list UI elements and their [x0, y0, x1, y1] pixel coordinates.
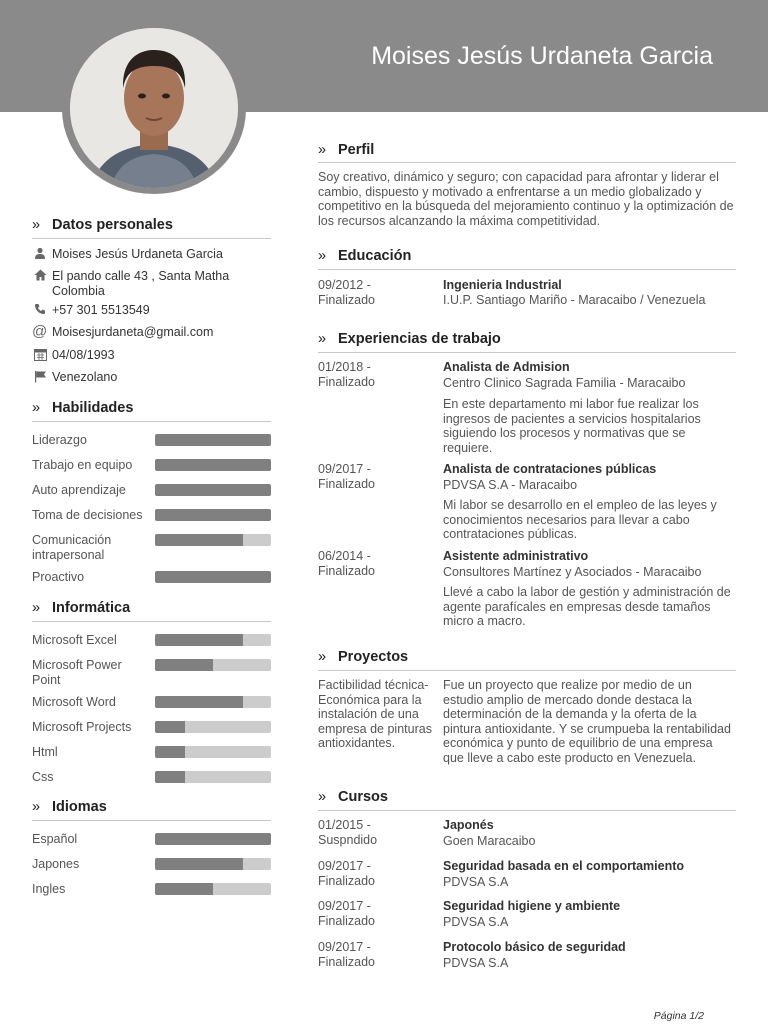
skill-level-bar — [155, 459, 271, 471]
job-place: PDVSA S.A - Maracaibo — [443, 478, 578, 492]
full-name: Moises Jesús Urdaneta Garcia — [371, 42, 713, 70]
job-title: Analista de contrataciones públicas — [443, 462, 657, 476]
course-place: Goen Maracaibo — [443, 834, 536, 848]
chevron-double-right-icon: » — [32, 799, 41, 815]
divider — [32, 820, 271, 821]
personal-nationality: Venezolano — [52, 370, 118, 384]
section-title-cursos — [318, 789, 388, 805]
personal-name: Moises Jesús Urdaneta Garcia — [52, 247, 223, 261]
divider — [318, 810, 736, 811]
personal-birthdate: 04/08/1993 — [52, 348, 115, 362]
edu-date: 09/2012 - — [318, 278, 371, 292]
section-title-perfil — [318, 142, 374, 158]
skill-label: Html — [32, 745, 58, 759]
job-place: Centro Clinico Sagrada Familia - Maracaibo — [443, 376, 686, 390]
job-date: 01/2018 - — [318, 360, 371, 374]
edu-place: I.U.P. Santiago Mariño - Maracaibo / Venezuela — [443, 293, 706, 307]
personal-email[interactable]: Moisesjurdaneta@gmail.com — [52, 325, 214, 339]
skill-level-fill — [155, 696, 243, 708]
skill-level-fill — [155, 833, 271, 845]
skill-level-bar — [155, 634, 271, 646]
project-title: Factibilidad técnica-Económica para la instalación de una empresa de pinturas antioxidantes. — [318, 678, 432, 750]
course-date: 01/2015 - — [318, 818, 371, 832]
skill-label: Proactivo — [32, 570, 85, 584]
section-label: Informática — [52, 600, 131, 616]
personal-address: El pando calle 43 , Santa Matha Colombia — [52, 269, 230, 298]
section-title-educacion — [318, 248, 411, 264]
chevron-double-right-icon: » — [318, 142, 327, 158]
chevron-double-right-icon: » — [32, 600, 41, 616]
course-title: Protocolo básico de seguridad — [443, 940, 626, 954]
skill-level-bar — [155, 883, 271, 895]
course-status: Suspndido — [318, 833, 378, 847]
project-description: Fue un proyecto que realize por medio de un estudio amplio de mercado donde destaca la determinación de la demanda y la oferta de la pintura antioxidante. Y se crumpueba la rentabilidad económica y punto de equilibrio de una empresa que lleve a cabo este producto en Venezuela. — [443, 678, 731, 765]
job-date: 06/2014 - — [318, 549, 371, 563]
profile-photo — [62, 24, 246, 194]
skill-label: Liderazgo — [32, 433, 87, 447]
section-label: Proyectos — [338, 649, 409, 665]
course-date: 09/2017 - — [318, 940, 371, 954]
course-title: Seguridad basada en el comportamiento — [443, 859, 685, 873]
divider — [32, 621, 271, 622]
job-place: Consultores Martínez y Asociados - Maracaibo — [443, 565, 702, 579]
skill-level-fill — [155, 746, 185, 758]
skill-level-bar — [155, 509, 271, 521]
skill-level-bar — [155, 721, 271, 733]
course-date: 09/2017 - — [318, 899, 371, 913]
skill-level-bar — [155, 434, 271, 446]
skill-level-bar — [155, 534, 271, 546]
skill-label: Ingles — [32, 882, 66, 896]
section-label: Cursos — [338, 789, 388, 805]
job-status: Finalizado — [318, 375, 375, 389]
skill-level-bar — [155, 696, 271, 708]
edu-status: Finalizado — [318, 293, 375, 307]
section-label: Experiencias de trabajo — [338, 331, 501, 347]
section-title-datos — [32, 217, 173, 233]
skill-label: Toma de decisiones — [32, 508, 143, 522]
portrait-illustration — [70, 28, 238, 188]
divider — [318, 670, 736, 671]
job-description: En este departamento mi labor fue realizar los ingresos de pacientes a servicios hospitalarios siguiendo los procesos y normativas que se requiere. — [443, 397, 701, 455]
divider — [318, 269, 736, 270]
job-status: Finalizado — [318, 564, 375, 578]
skill-level-fill — [155, 634, 243, 646]
skill-label: Css — [32, 770, 54, 784]
skill-level-fill — [155, 858, 243, 870]
home-icon — [33, 269, 47, 283]
section-label: Habilidades — [52, 400, 134, 416]
job-description: Llevé a cabo la labor de gestión y administración de agente parafícales en empresas desde tamaños micro a macro. — [443, 585, 731, 628]
person-icon — [33, 247, 47, 261]
skill-label: Auto aprendizaje — [32, 483, 126, 497]
section-title-experiencias — [318, 331, 501, 347]
job-title: Analista de Admision — [443, 360, 570, 374]
chevron-double-right-icon: » — [318, 789, 327, 805]
personal-phone: +57 301 5513549 — [52, 303, 150, 317]
section-label: Educación — [338, 248, 412, 264]
course-date: 09/2017 - — [318, 859, 371, 873]
course-title: Seguridad higiene y ambiente — [443, 899, 621, 913]
calendar-icon — [33, 348, 47, 362]
skill-level-fill — [155, 434, 271, 446]
chevron-double-right-icon: » — [32, 217, 41, 233]
skill-label: Microsoft Projects — [32, 720, 132, 734]
skill-level-fill — [155, 571, 271, 583]
skill-label: Trabajo en equipo — [32, 458, 133, 472]
course-status: Finalizado — [318, 914, 375, 928]
skill-level-fill — [155, 484, 271, 496]
skill-level-bar — [155, 858, 271, 870]
divider — [318, 162, 736, 163]
section-title-habilidades — [32, 400, 133, 416]
section-title-idiomas — [32, 799, 107, 815]
skill-level-bar — [155, 484, 271, 496]
page-number: Página 1/2 — [653, 1010, 704, 1022]
skill-level-bar — [155, 771, 271, 783]
skill-label: Español — [32, 832, 78, 846]
job-description: Mi labor se desarrollo en el empleo de las leyes y conocimientos necesarios para llevar a cabo contrataciones públicas. — [443, 498, 717, 541]
skill-level-fill — [155, 883, 213, 895]
skill-level-fill — [155, 659, 213, 671]
skill-level-fill — [155, 459, 271, 471]
job-title: Asistente administrativo — [443, 549, 589, 563]
course-status: Finalizado — [318, 955, 375, 969]
skill-level-fill — [155, 509, 271, 521]
skill-level-fill — [155, 771, 185, 783]
phone-icon — [33, 303, 47, 317]
skill-label: Japones — [32, 857, 80, 871]
skill-level-bar — [155, 833, 271, 845]
skill-label: Microsoft Excel — [32, 633, 117, 647]
section-title-informatica — [32, 600, 130, 616]
chevron-double-right-icon: » — [32, 400, 41, 416]
flag-icon — [33, 370, 47, 384]
course-place: PDVSA S.A — [443, 875, 509, 889]
section-label: Datos personales — [52, 217, 173, 233]
edu-title: Ingenieria Industrial — [443, 278, 562, 292]
chevron-double-right-icon: » — [318, 649, 327, 665]
skill-level-fill — [155, 534, 243, 546]
divider — [318, 352, 736, 353]
section-label: Idiomas — [52, 799, 107, 815]
skill-label: Microsoft Power Point — [32, 658, 122, 687]
skill-label: Microsoft Word — [32, 695, 116, 709]
portrait — [70, 28, 238, 188]
job-date: 09/2017 - — [318, 462, 371, 476]
skill-level-bar — [155, 659, 271, 671]
course-status: Finalizado — [318, 874, 375, 888]
at-icon: @ — [32, 323, 48, 340]
course-place: PDVSA S.A — [443, 915, 509, 929]
section-title-proyectos — [318, 649, 408, 665]
chevron-double-right-icon: » — [318, 331, 327, 347]
section-label: Perfil — [338, 142, 375, 158]
skill-label: Comunicación intrapersonal — [32, 533, 112, 562]
chevron-double-right-icon: » — [318, 248, 327, 264]
course-title: Japonés — [443, 818, 494, 832]
skill-level-bar — [155, 746, 271, 758]
divider — [32, 421, 271, 422]
skill-level-fill — [155, 721, 185, 733]
profile-summary: Soy creativo, dinámico y seguro; con capacidad para afrontar y liderar el cambio, dispuesto y motivado a enfrentarse a un medio globalizado y competitivo en la búsqueda del mejoramiento continuo y la optimización de los recursos alcanzando la máxima competitividad. — [318, 170, 734, 228]
job-status: Finalizado — [318, 477, 375, 491]
divider — [32, 238, 271, 239]
course-place: PDVSA S.A — [443, 956, 509, 970]
skill-level-bar — [155, 571, 271, 583]
